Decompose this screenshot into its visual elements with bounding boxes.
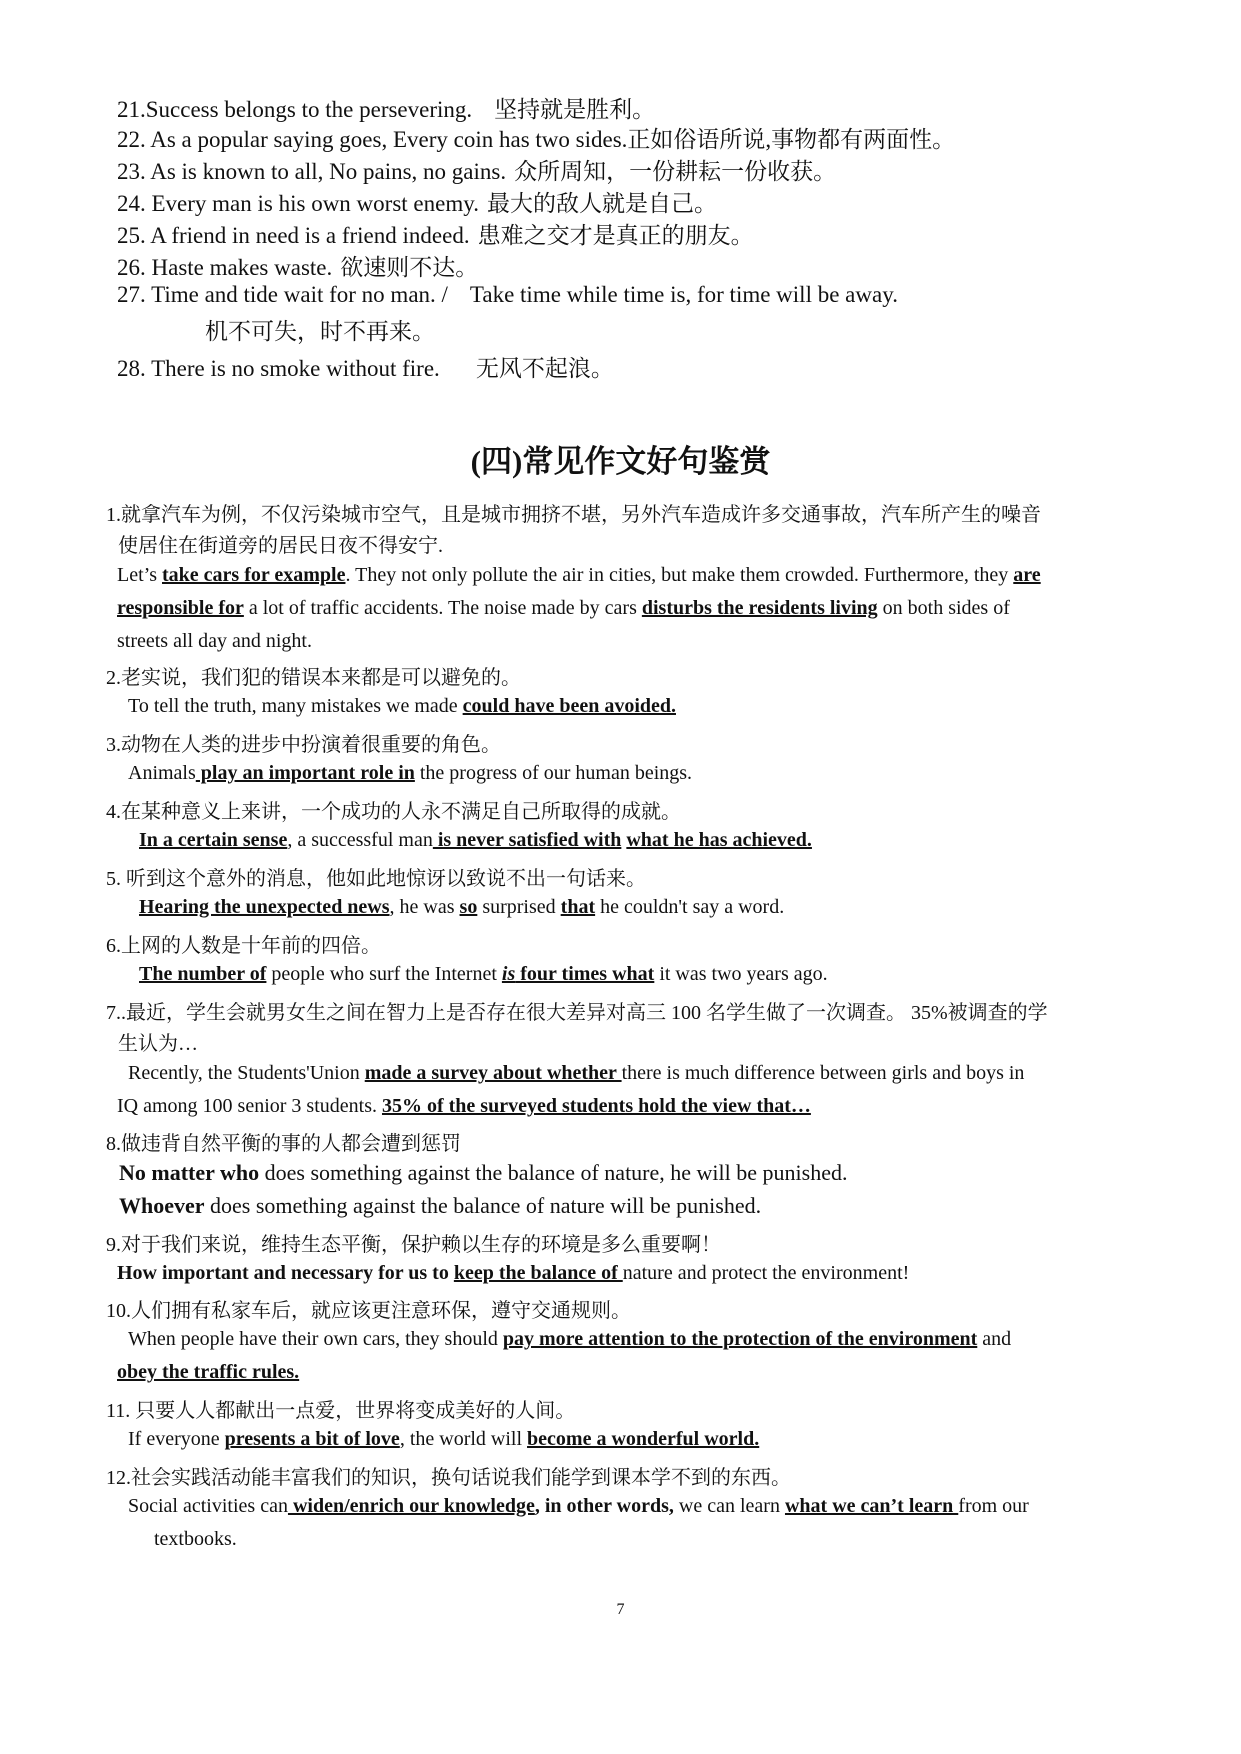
text: does something against the balance of nature will be punished. <box>204 1193 762 1218</box>
key-phrase: play an important role in <box>195 762 415 784</box>
s9-zh: 9.对于我们来说，维持生态平衡，保护赖以生存的环境是多么重要啊！ <box>106 1234 721 1256</box>
text: If everyone <box>128 1428 225 1450</box>
key-phrase: are <box>1013 564 1041 586</box>
s7-en-line1 <box>128 1062 1024 1085</box>
proverb-zh: 坚持就是胜利。 <box>494 97 656 122</box>
key-phrase: made a survey about whether <box>364 1062 622 1084</box>
s1-zh-line1: 1.就拿汽车为例，不仅污染城市空气，且是城市拥挤不堪，另外汽车造成许多交通事故，汽车所产生的噪音 <box>106 504 1041 526</box>
s1-en-line2 <box>117 597 1010 620</box>
text: IQ among 100 senior 3 students. <box>117 1095 382 1117</box>
s7-en-line2 <box>117 1095 811 1118</box>
s12-en-line2: textbooks. <box>154 1528 237 1550</box>
s8-en-2 <box>119 1193 761 1219</box>
key-phrase: what he has achieved. <box>626 829 812 851</box>
proverb-en: 25. A friend in need is a friend indeed. <box>117 223 470 248</box>
proverb-zh: 患难之交才是真正的朋友。 <box>477 223 754 248</box>
proverb-zh: 欲速则不达。 <box>340 255 479 280</box>
text: surprised <box>477 896 561 918</box>
proverb-zh: 众所周知，一份耕耘一份收获。 <box>514 159 837 184</box>
key-phrase: so <box>459 896 478 918</box>
proverb-en: 22. As a popular saying goes, Every coin has two sides. <box>117 127 628 152</box>
text: does something against the balance of nature, he will be punished. <box>259 1160 848 1185</box>
s10-en-line1 <box>128 1328 1011 1351</box>
s8-en-1 <box>119 1160 847 1186</box>
key-phrase: obey the traffic rules. <box>117 1361 300 1383</box>
key-phrase: is never satisfied with <box>432 829 622 851</box>
text: . They not only pollute the air in cities, but make them crowded. Furthermore, they <box>345 564 1014 586</box>
s3-zh: 3.动物在人类的进步中扮演着很重要的角色。 <box>106 734 501 756</box>
proverb-22 <box>117 121 955 154</box>
s7-zh-line1: 7..最近，学生会就男女生之间在智力上是否存在很大差异对高三 100 名学生做了一次调查。 35%被调查的学 <box>106 1002 1048 1024</box>
text: there is much difference between girls and boys in <box>621 1062 1025 1084</box>
text: people who surf the Internet <box>266 963 502 985</box>
text: Animals <box>128 762 196 784</box>
key-phrase: The number of <box>139 963 267 985</box>
key-phrase: pay more attention to the protection of the environment <box>502 1328 978 1350</box>
text: Recently, the Students'Union <box>128 1062 365 1084</box>
s3-en <box>128 762 692 785</box>
s7-zh-line2: 生认为… <box>118 1033 198 1055</box>
text: , the world will <box>399 1428 528 1450</box>
text: a lot of traffic accidents. The noise made by cars <box>243 597 642 619</box>
proverb-en: 21.Success belongs to the persevering. <box>117 97 473 122</box>
text: To tell the truth, many mistakes we made <box>128 695 463 717</box>
key-phrase: take cars for example <box>162 564 346 586</box>
proverb-en-2: Take time while time is, for time will be away. <box>469 282 898 307</box>
key-phrase: could have been avoided. <box>462 695 676 717</box>
proverb-23 <box>117 153 836 186</box>
key-phrase: responsible for <box>117 597 244 619</box>
proverb-24 <box>117 185 717 218</box>
key-phrase: disturbs the residents living <box>641 597 878 619</box>
proverb-26 <box>117 249 478 282</box>
key-phrase: four times what <box>515 963 655 985</box>
key-phrase: How important and necessary for us to <box>117 1262 454 1284</box>
s9-en <box>117 1262 909 1285</box>
key-phrase: presents a bit of love <box>224 1428 400 1450</box>
s2-en <box>128 695 676 718</box>
s8-zh: 8.做违背自然平衡的事的人都会遭到惩罚 <box>106 1133 461 1155</box>
proverb-zh: 无风不起浪。 <box>475 356 614 381</box>
s11-en <box>128 1428 759 1451</box>
text: we can learn <box>673 1495 785 1517</box>
s1-zh-line2: 使居住在街道旁的居民日夜不得安宁. <box>118 535 443 557</box>
s5-en <box>139 896 784 919</box>
proverb-27-zh: 机不可失，时不再来。 <box>205 319 435 344</box>
key-phrase: that <box>560 896 596 918</box>
proverb-en: 24. Every man is his own worst enemy. <box>117 191 479 216</box>
text: and <box>977 1328 1012 1350</box>
s2-zh: 2.老实说，我们犯的错误本来都是可以避免的。 <box>106 667 521 689</box>
s12-en-line1 <box>128 1495 1029 1518</box>
section-title: (四)常见作文好句鉴赏 <box>470 444 771 479</box>
key-phrase: Hearing the unexpected news <box>139 896 390 918</box>
proverb-28 <box>117 350 614 383</box>
proverb-en: 26. Haste makes waste. <box>117 255 333 280</box>
s12-zh: 12.社会实践活动能丰富我们的知识，换句话说我们能学到课本学不到的东西。 <box>106 1467 791 1489</box>
proverb-zh: 最大的敌人就是自己。 <box>486 191 717 216</box>
text: Let’s <box>117 564 162 586</box>
key-phrase: 35% of the surveyed students hold the view that… <box>381 1095 811 1117</box>
proverb-en: 28. There is no smoke without fire. <box>117 356 440 381</box>
s11-zh: 11. 只要人人都献出一点爱，世界将变成美好的人间。 <box>106 1400 576 1422</box>
key-phrase: is <box>501 963 516 985</box>
s1-en-line3: streets all day and night. <box>117 630 312 652</box>
key-phrase: In a certain sense <box>139 829 288 851</box>
text: When people have their own cars, they should <box>128 1328 503 1350</box>
key-phrase: Whoever <box>119 1193 205 1218</box>
proverb-en: 23. As is known to all, No pains, no gains. <box>117 159 507 184</box>
text: it was two years ago. <box>654 963 828 985</box>
text: from our <box>958 1495 1029 1517</box>
key-phrase: keep the balance of <box>453 1262 623 1284</box>
s10-zh: 10.人们拥有私家车后，就应该更注意环保，遵守交通规则。 <box>106 1300 631 1322</box>
text: the progress of our human beings. <box>414 762 693 784</box>
key-phrase: No matter who <box>119 1160 260 1185</box>
s4-zh: 4.在某种意义上来讲，一个成功的人永不满足自己所取得的成就。 <box>106 801 681 823</box>
proverb-25 <box>117 217 754 250</box>
page-number: 7 <box>616 1601 625 1618</box>
text: nature and protect the environment! <box>622 1262 910 1284</box>
proverb-21 <box>117 91 655 124</box>
key-phrase: , in other words, <box>534 1495 674 1517</box>
text: , he was <box>389 896 460 918</box>
proverb-zh: 正如俗语所说,事物都有两面性。 <box>627 127 956 152</box>
s6-zh: 6.上网的人数是十年前的四倍。 <box>106 935 381 957</box>
text: on both sides of <box>877 597 1010 619</box>
key-phrase: widen/enrich our knowledge <box>287 1495 535 1517</box>
s5-zh: 5. 听到这个意外的消息，他如此地惊讶以致说不出一句话来。 <box>106 868 646 890</box>
s1-en-line1 <box>117 564 1041 587</box>
proverb-en: 27. Time and tide wait for no man. / <box>117 282 448 307</box>
s6-en <box>139 963 828 986</box>
text: Social activities can <box>128 1495 288 1517</box>
s10-en-line2 <box>117 1361 299 1384</box>
text: , a successful man <box>287 829 433 851</box>
key-phrase: what we can’t learn <box>784 1495 959 1517</box>
proverb-27 <box>117 282 898 308</box>
text: he couldn't say a word. <box>595 896 785 918</box>
s4-en <box>139 829 812 852</box>
key-phrase: become a wonderful world. <box>527 1428 760 1450</box>
